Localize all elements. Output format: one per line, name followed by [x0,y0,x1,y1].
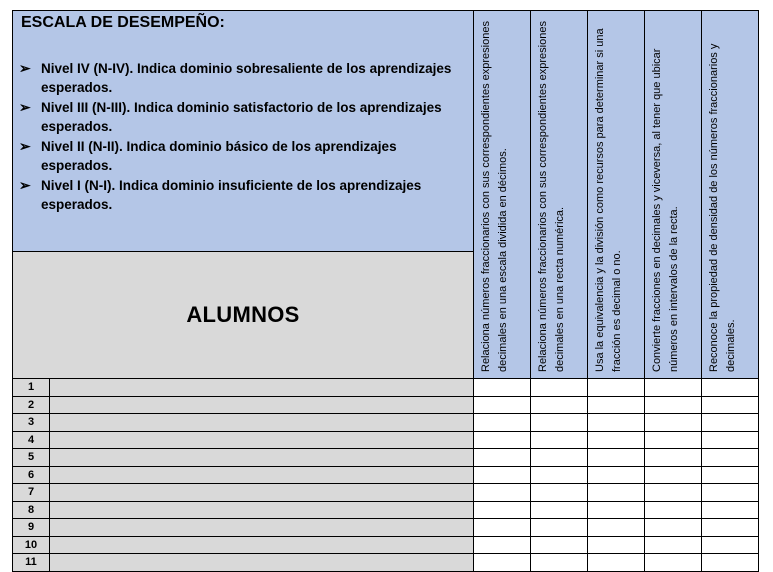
row-number: 2 [12,396,50,415]
score-cell[interactable] [473,413,531,432]
score-cell[interactable] [587,501,645,520]
student-name-cell[interactable] [49,553,475,572]
criterion-header-cell [530,10,588,379]
evaluation-table [12,10,758,568]
row-number: 9 [12,518,50,537]
score-cell[interactable] [644,466,702,485]
student-name-cell[interactable] [49,483,475,502]
row-number: 1 [12,378,50,397]
student-name-cell[interactable] [49,396,475,415]
student-name-cell[interactable] [49,413,475,432]
row-number: 10 [12,536,50,555]
score-cell[interactable] [701,448,759,467]
score-cell[interactable] [473,378,531,397]
score-cell[interactable] [473,431,531,450]
score-cell[interactable] [644,536,702,555]
student-name-cell[interactable] [49,431,475,450]
score-cell[interactable] [701,378,759,397]
score-cell[interactable] [587,518,645,537]
score-cell[interactable] [530,413,588,432]
score-cell[interactable] [644,431,702,450]
score-cell[interactable] [587,378,645,397]
score-cell[interactable] [701,536,759,555]
score-cell[interactable] [644,448,702,467]
score-cell[interactable] [701,413,759,432]
level-text: Nivel I (N-I). Indica dominio insuficiente de los aprendizajes esperados. [41,178,422,212]
score-cell[interactable] [644,483,702,502]
score-cell[interactable] [644,396,702,415]
score-cell[interactable] [701,431,759,450]
score-cell[interactable] [701,396,759,415]
score-cell[interactable] [701,501,759,520]
student-name-cell[interactable] [49,378,475,397]
score-cell[interactable] [530,501,588,520]
score-cell[interactable] [587,448,645,467]
score-cell[interactable] [473,501,531,520]
row-number: 8 [12,501,50,520]
level-item [19,137,469,175]
score-cell[interactable] [644,413,702,432]
row-number: 5 [12,448,50,467]
arrow-bullet-icon: ➢ [19,138,31,154]
level-list [19,59,469,215]
score-cell[interactable] [530,483,588,502]
score-cell[interactable] [587,413,645,432]
score-cell[interactable] [473,536,531,555]
row-number: 6 [12,466,50,485]
score-cell[interactable] [530,536,588,555]
score-cell[interactable] [530,448,588,467]
score-cell[interactable] [530,466,588,485]
score-cell[interactable] [587,396,645,415]
score-cell[interactable] [473,483,531,502]
performance-scale-legend [12,10,474,252]
score-cell[interactable] [644,518,702,537]
student-name-cell[interactable] [49,448,475,467]
score-cell[interactable] [530,518,588,537]
criterion-text: Reconoce la propiedad de densidad de los números fraccionarios y decimales. [708,43,737,372]
row-number: 4 [12,431,50,450]
score-cell[interactable] [473,466,531,485]
score-cell[interactable] [473,396,531,415]
student-name-cell[interactable] [49,501,475,520]
score-cell[interactable] [530,553,588,572]
criterion-header-cell [644,10,702,379]
students-header [12,251,474,379]
criterion-text: Convierte fracciones en decimales y viceversa, al tener que ubicar números en intervalos de la recta. [651,48,680,372]
level-item [19,98,469,136]
legend-title: ESCALA DE DESEMPEÑO: [21,14,225,31]
student-name-cell[interactable] [49,466,475,485]
score-cell[interactable] [530,378,588,397]
level-text: Nivel III (N-III). Indica dominio satisfactorio de los aprendizajes esperados. [41,100,442,134]
score-cell[interactable] [587,431,645,450]
score-cell[interactable] [530,396,588,415]
score-cell[interactable] [473,518,531,537]
score-cell[interactable] [701,483,759,502]
level-text: Nivel IV (N-IV). Indica dominio sobresaliente de los aprendizajes esperados. [41,61,452,95]
row-number: 7 [12,483,50,502]
score-cell[interactable] [644,553,702,572]
score-cell[interactable] [644,501,702,520]
criterion-header-cell [473,10,531,379]
arrow-bullet-icon: ➢ [19,60,31,76]
criterion-header-cell [701,10,759,379]
score-cell[interactable] [587,536,645,555]
score-cell[interactable] [701,466,759,485]
score-cell[interactable] [701,553,759,572]
score-cell[interactable] [587,483,645,502]
row-number: 3 [12,413,50,432]
student-name-cell[interactable] [49,536,475,555]
score-cell[interactable] [587,553,645,572]
student-name-cell[interactable] [49,518,475,537]
level-item [19,176,469,214]
score-cell[interactable] [701,518,759,537]
score-cell[interactable] [530,431,588,450]
criterion-header-cell [587,10,645,379]
score-cell[interactable] [587,466,645,485]
arrow-bullet-icon: ➢ [19,177,31,193]
level-text: Nivel II (N-II). Indica dominio básico de los aprendizajes esperados. [41,139,397,173]
level-item [19,59,469,97]
score-cell[interactable] [473,448,531,467]
criterion-text: Usa la equivalencia y la división como recursos para determinar si una fracción es decimal o no. [594,28,623,372]
arrow-bullet-icon: ➢ [19,99,31,115]
students-header-label: ALUMNOS [186,302,300,327]
score-cell[interactable] [644,378,702,397]
row-number: 11 [12,553,50,572]
score-cell[interactable] [473,553,531,572]
criterion-text: Relaciona números fraccionarios con sus correspondientes expresiones decimales en una recta numérica. [537,21,566,372]
criterion-text: Relaciona números fraccionarios con sus correspondientes expresiones decimales en una escala dividida en décimos. [480,21,509,372]
